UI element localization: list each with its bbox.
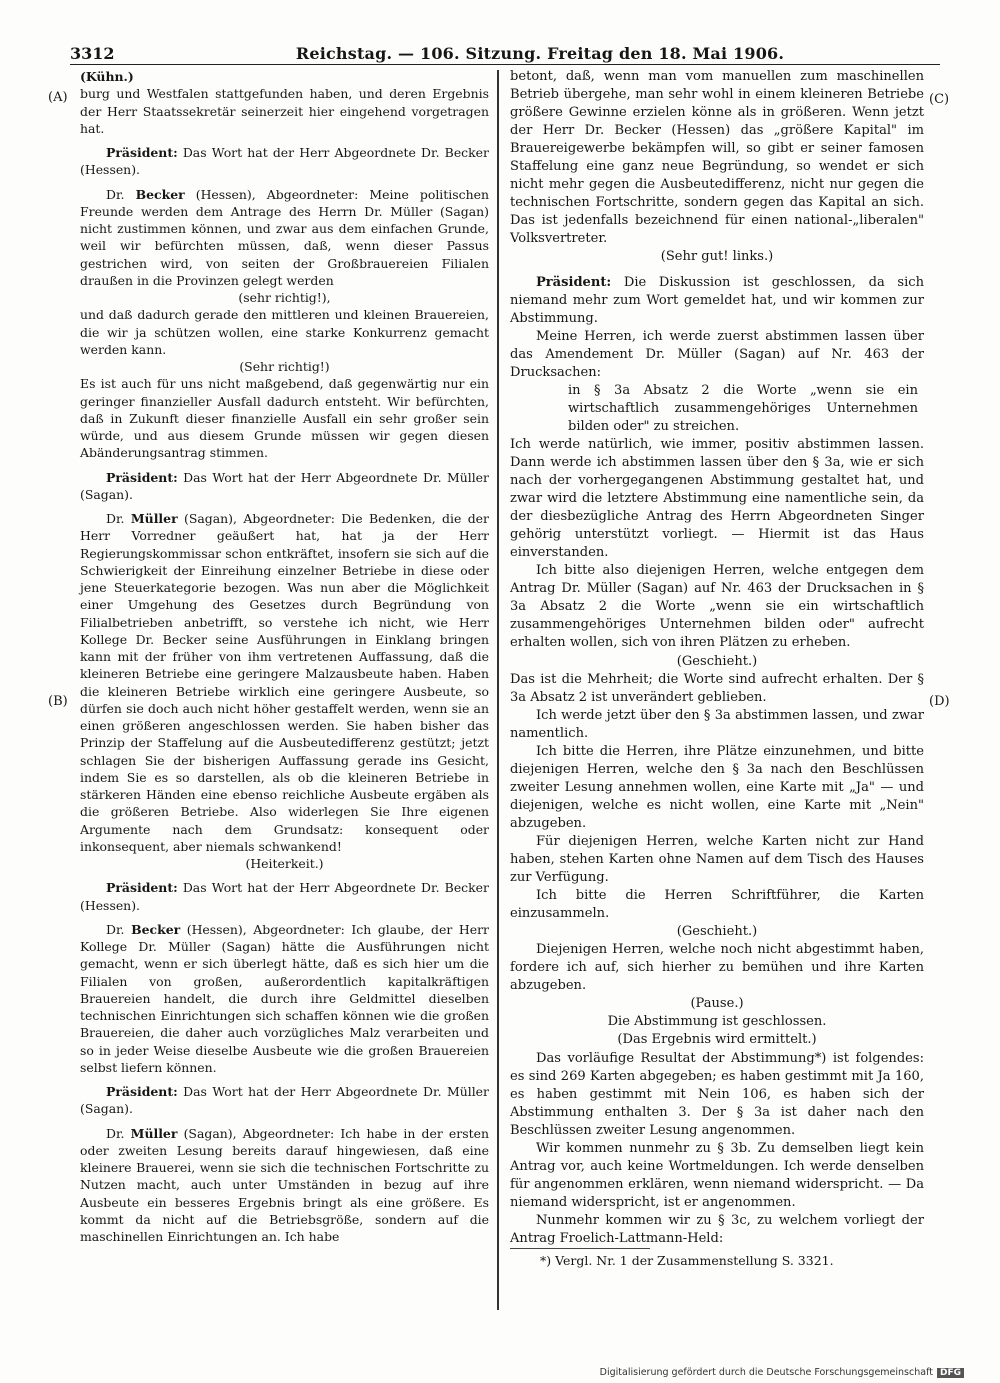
paragraph: Ich werde natürlich, wie immer, positiv abstimmen lassen. Dann werde ich abstimmen lassen über den § 3a, wie er sich nach der vorhergegangenen Abstimmung gestaltet hat, und zwar wird die letztere Abstimmung eine namentliche sein, da der diesbezügliche Antrag des Herrn Abgeordneten Singer gehörig unterstützt vorliegt. — Hiermit ist das Haus einverstanden. [510, 436, 924, 561]
president-remark: Präsident: Das Wort hat der Herr Abgeordnete Dr. Becker (Hessen). [80, 880, 489, 913]
left-column [80, 68, 489, 1245]
interjection: (Geschieht.) [676, 653, 758, 669]
footnote: *) Vergl. Nr. 1 der Zusammenstellung S. 3321. [540, 1253, 834, 1268]
paragraph: Ich bitte also diejenigen Herren, welche entgegen dem Antrag Dr. Müller (Sagan) auf Nr. 463 der Drucksachen in § 3a Absatz 2 die Worte „wenn sie ein wirtschaftlich zusammengehöriges Unternehmen bilden oder" aufrecht erhalten wollen, sich von ihren Plätzen zu erheben. [510, 563, 924, 651]
speech-mueller: Dr. Müller (Sagan), Abgeordneter: Ich habe in der ersten oder zweiten Lesung bereits darauf hingewiesen, daß eine kleinere Brauerei, wenn sie sich die technischen Fortschritte zu Nutzen macht, auch unter Umständen in bezug auf ihre Ausbeute ein besseres Ergebnis bringt als eine größere. Es kommt da nicht auf die Betriebsgröße, sondern auf die maschinellen Einrichtungen an. Ich habe [80, 1125, 489, 1244]
speaker-name: Präsident: [106, 469, 178, 485]
speaker-name: Präsident: [536, 274, 612, 290]
interjection: (sehr richtig!), [238, 290, 331, 305]
president-remark: Präsident: Das Wort hat der Herr Abgeordnete Dr. Müller (Sagan). [80, 1084, 489, 1117]
president-remark: Präsident: Das Wort hat der Herr Abgeordnete Dr. Becker (Hessen). [80, 145, 489, 178]
statement: Die Abstimmung ist geschlossen. [607, 1014, 827, 1030]
interjection: (Pause.) [690, 996, 744, 1012]
dfg-logo: DFG [937, 1368, 964, 1378]
footer-text: Digitalisierung gefördert durch die Deutsche Forschungsgemeinschaft [599, 1367, 933, 1378]
footnote-rule [510, 1248, 650, 1249]
paragraph: betont, daß, wenn man vom manuellen zum maschinellen Betrieb übergehe, man sehr wohl in einem kleineren Betriebe größere Gewinne erzielen könne als in größeren. Wenn jetzt der Herr Dr. Becker (Hessen) das „größere Kapital" im Brauereigewerbe bekämpfen will, so gibt er seiner famosen Staffelung eine ganz neue Begründung, so wendet er sich nicht mehr gegen die Ausbeutedifferenz, nicht nur gegen die technischen Fortschritte, sondern gegen das Kapital an sich. Das ist jedenfalls bezeichnend für einen national-„liberalen" Volksvertreter. [510, 69, 924, 247]
paragraph: Diejenigen Herren, welche noch nicht abgestimmt haben, fordere ich auf, sich hierher zu bemühen und ihre Karten abzugeben. [510, 942, 924, 994]
interjection: (Das Ergebnis wird ermittelt.) [617, 1032, 817, 1048]
paragraph: Ich werde jetzt über den § 3a abstimmen lassen, und zwar namentlich. [510, 707, 924, 741]
right-column [510, 68, 924, 1248]
page-number: 3312 [70, 44, 115, 63]
paragraph: Das ist die Mehrheit; die Worte sind aufrecht erhalten. Der § 3a Absatz 2 ist unverändert geblieben. [510, 671, 924, 705]
page-header [70, 44, 940, 65]
speaker-name: Müller [130, 1125, 178, 1141]
interjection: (Sehr richtig!) [239, 359, 330, 374]
running-title: Reichstag. — 106. Sitzung. Freitag den 18. Mai 1906. [295, 44, 785, 63]
quoted-amendment: in § 3a Absatz 2 die Worte „wenn sie ein wirtschaftlich zusammengehöriges Unternehmen bilden oder" zu streichen. [568, 382, 918, 434]
speaker-name: Müller [130, 511, 178, 526]
speaker-name: Präsident: [106, 1084, 178, 1099]
speech-becker: Dr. Becker (Hessen), Abgeordneter: Meine politischen Freunde werden dem Antrage des Herrn Dr. Müller (Sagan) nicht zustimmen können, und zwar aus dem einfachen Grunde, weil wir befürchten müssen, daß, wenn dieser Passus gestrichen wird, von seiten der Großbrauereien Filialen draußen in die Provinzen gelegt werden [80, 186, 489, 288]
margin-marker-c: (C) [929, 92, 950, 107]
speaker-name: Präsident: [106, 880, 178, 896]
margin-marker-d: (D) [929, 694, 950, 709]
speaker-name: Präsident: [106, 145, 178, 160]
paragraph: Das vorläufige Resultat der Abstimmung*) ist folgendes: es sind 269 Karten abgegeben; es haben gestimmt mit Ja 160, es haben gestimmt mit Nein 106, es haben sich der Abstimmung enthalten 3. Der § 3a ist daher nach den Beschlüssen zweiter Lesung angenommen. [510, 1050, 924, 1138]
paragraph: Für diejenigen Herren, welche Karten nicht zur Hand haben, stehen Karten ohne Namen auf dem Tisch des Hauses zur Verfügung. [510, 833, 924, 886]
speaker-name: Becker [135, 186, 185, 202]
paragraph: Ich bitte die Herren, ihre Plätze einzunehmen, und bitte diejenigen Herren, welche den § 3a nach den Beschlüssen zweiter Lesung annehmen wollen, eine Karte mit „Ja" — und diejenigen, welche es nicht wollen, eine Karte mit „Nein" abzugeben. [510, 743, 924, 831]
paragraph: Ich bitte die Herren Schriftführer, die Karten einzusammeln. [510, 888, 924, 922]
speech-mueller: Dr. Müller (Sagan), Abgeordneter: Die Bedenken, die der Herr Vorredner geäußert hat, hat ja der Herr Regierungskommissar schon entkräftet, insofern sie sich auf die Schwierigkeit der Einreihung einzelner Betriebe in diese oder jene Steuerkategorie bezogen. Was nun aber die Möglichkeit einer Umgehung des Gesetzes durch Begründung von Filialbetrieben anbetrifft, so verstehe ich nicht, wie Herr Kollege Dr. Becker seine Ausführungen in Einklang bringen kann mit der früher von ihm vertretenen Auffassung, daß die kleineren Betriebe eine geringere Malzausbeute haben. Haben die kleineren Betriebe wirklich eine geringere Ausbeute, so dürfen sie doch auch nicht höher gestaffelt werden, wenn sie an einen größeren angeschlossen werden. Sie haben bisher das Prinzip der Staffelung auf die Ausbeutedifferenz gestützt; jetzt schlagen Sie der bisherigen Auffassung gerade ins Gesicht, indem Sie es so darstellen, als ob die kleineren Betriebe in stärkeren Händen eine ebenso reichliche Ausbeute ergäben als die größeren Betriebe. Also widerlegen Sie Ihre eigenen Argumente nach dem Grundsatz: konsequent oder inkonsequent, aber niemals schwankend! [80, 511, 489, 854]
paragraph: und daß dadurch gerade den mittleren und kleinen Brauereien, die wir ja schützen wollen, eine starke Konkurrenz gemacht werden kann. [80, 307, 489, 357]
paragraph: Meine Herren, ich werde zuerst abstimmen lassen über das Amendement Dr. Müller (Sagan) auf Nr. 463 der Drucksachen: [510, 328, 924, 380]
interjection: (Geschieht.) [676, 924, 758, 940]
column-divider [497, 70, 499, 1310]
paragraph: burg und Westfalen stattgefunden haben, und deren Ergebnis der Herr Staatssekretär seinerzeit hier eingehend vorgetragen hat. [80, 86, 489, 136]
interjection: (Sehr gut! links.) [660, 249, 774, 265]
president-remark: Präsident: Die Diskussion ist geschlossen, da sich niemand mehr zum Wort gemeldet hat, und wir kommen zur Abstimmung. [510, 274, 924, 326]
interjection: (Heiterkeit.) [245, 856, 324, 871]
paragraph: Nunmehr kommen wir zu § 3c, zu welchem vorliegt der Antrag Froelich-Lattmann-Held: [510, 1212, 924, 1246]
president-remark: Präsident: Das Wort hat der Herr Abgeordnete Dr. Müller (Sagan). [80, 469, 489, 502]
speech-becker: Dr. Becker (Hessen), Abgeordneter: Ich glaube, der Herr Kollege Dr. Müller (Sagan) hätte die Ausführungen nicht gemacht, wenn er sich überlegt hätte, daß es sich hier um die Filialen von großen, außerordentlich kapitalkräftigen Brauereien handelt, die durch ihre Geldmittel dieselben technischen Einrichtungen sich schaffen können wie die großen Brauereien, die daher auch vorzügliches Malz verarbeiten und so in jeder Weise dieselbe Ausbeute wie die großen Brauereien selbst liefern können. [80, 921, 489, 1075]
speaker-name: Becker [131, 921, 181, 937]
speaker-continuation: (Kühn.) [80, 69, 134, 84]
margin-marker-b: (B) [48, 694, 68, 709]
footer-credit [600, 1367, 964, 1378]
paragraph: Es ist auch für uns nicht maßgebend, daß gegenwärtig nur ein geringer finanzieller Ausfall dadurch entsteht. Wir befürchten, daß in Zukunft dieser finanzielle Ausfall ein sehr großer sein würde, und aus diesem Grunde müssen wir gegen diesen Abänderungsantrag stimmen. [80, 376, 489, 461]
paragraph: Wir kommen nunmehr zu § 3b. Zu demselben liegt kein Antrag vor, auch keine Wortmeldungen. Ich werde denselben für angenommen erklären, wenn niemand widerspricht. — Da niemand widerspricht, ist er angenommen. [510, 1140, 924, 1210]
margin-marker-a: (A) [48, 90, 68, 105]
